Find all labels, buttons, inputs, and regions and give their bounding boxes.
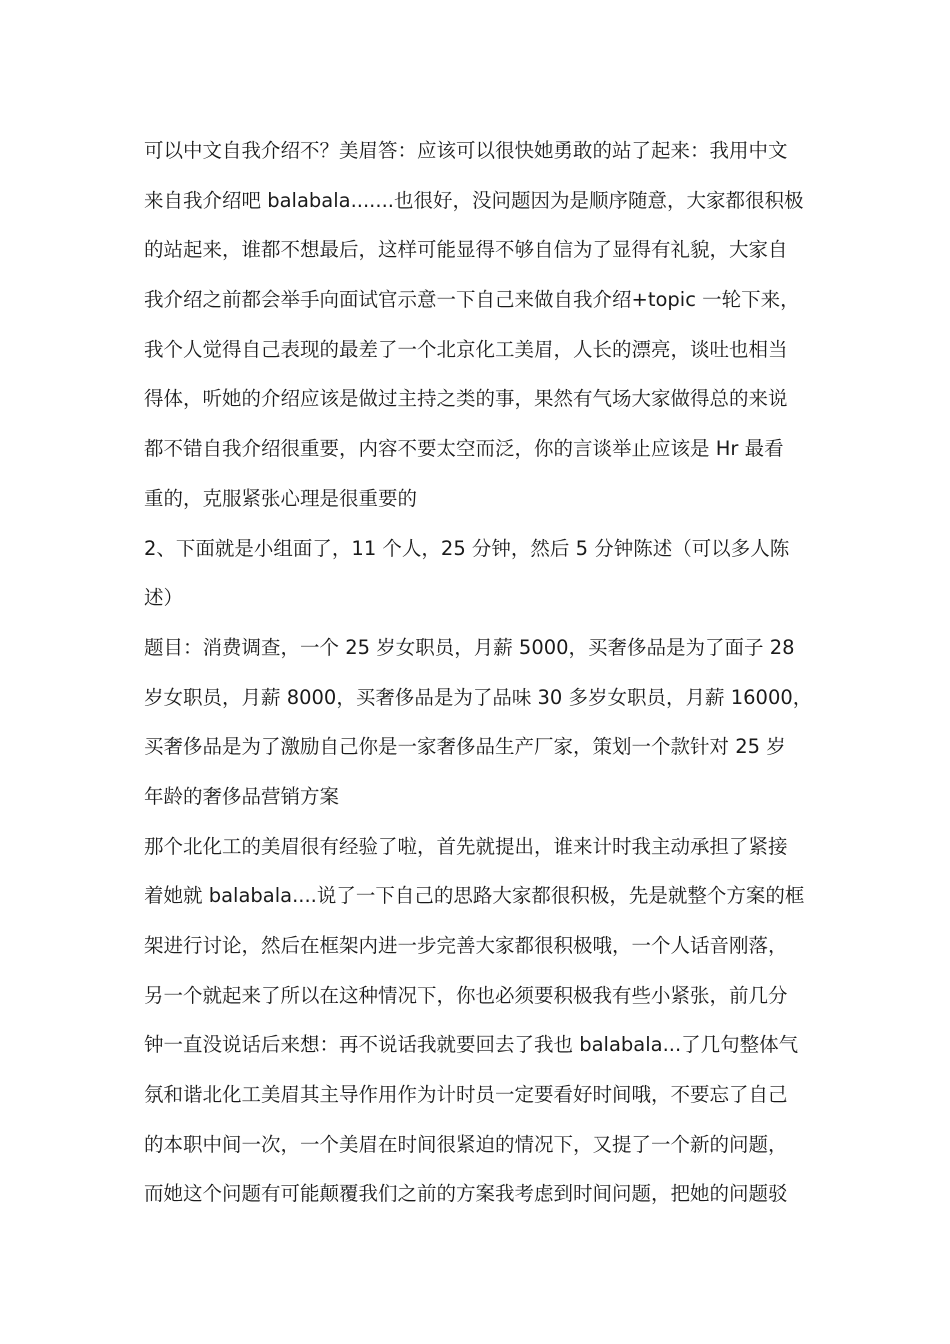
text-line: 那个北化工的美眉很有经验了啦，首先就提出，谁来计时我主动承担了紧接: [144, 834, 788, 858]
text-line: 的本职中间一次，一个美眉在时间很紧迫的情况下，又提了一个新的问题，: [144, 1132, 788, 1156]
text-line: 重的，克服紧张心理是很重要的: [144, 486, 418, 510]
text-line: 都不错自我介绍很重要，内容不要太空而泛，你的言谈举止应该是 Hr 最看: [144, 437, 784, 461]
text-line: 的站起来，谁都不想最后，这样可能显得不够自信为了显得有礼貌，大家自: [144, 238, 788, 262]
text-line: 买奢侈品是为了激励自己你是一家奢侈品生产厂家，策划一个款针对 25 岁: [144, 735, 786, 759]
text-line: 可以中文自我介绍不？美眉答：应该可以很快她勇敢的站了起来：我用中文: [144, 139, 788, 162]
text-line: 另一个就起来了所以在这种情况下，你也必须要积极我有些小紧张，前几分: [144, 983, 788, 1007]
section-heading-line: 2、下面就是小组面了，11 个人，25 分钟，然后 5 分钟陈述（可以多人陈: [144, 536, 790, 560]
text-line: 述）: [144, 586, 184, 610]
text-line: 来自我介绍吧 balabala.......也很好，没问题因为是顺序随意，大家都很积极: [144, 188, 804, 212]
text-line: 架进行讨论，然后在框架内进一步完善大家都很积极哦，一个人话音刚落，: [144, 934, 788, 957]
text-line: 岁女职员，月薪 8000，买奢侈品是为了品味 30 多岁女职员，月薪 16000，: [144, 685, 813, 709]
text-line: 得体，听她的介绍应该是做过主持之类的事，果然有气场大家做得总的来说: [144, 387, 788, 411]
text-line: 而她这个问题有可能颠覆我们之前的方案我考虑到时间问题，把她的问题驳: [144, 1182, 788, 1206]
document-body: [144, 126, 824, 1219]
text-line: 我个人觉得自己表现的最差了一个北京化工美眉，人长的漂亮，谈吐也相当: [144, 337, 788, 361]
text-line: 我介绍之前都会举手向面试官示意一下自己来做自我介绍+topic 一轮下来，: [144, 288, 800, 312]
topic-line: 题目：消费调查，一个 25 岁女职员，月薪 5000，买奢侈品是为了面子 28: [144, 635, 795, 659]
text-line: 着她就 balabala....说了一下自己的思路大家都很积极，先是就整个方案的框: [144, 884, 805, 908]
text-line: 氛和谐北化工美眉其主导作用作为计时员一定要看好时间哦，不要忘了自己: [144, 1083, 788, 1107]
text-line: 钟一直没说话后来想：再不说话我就要回去了我也 balabala...了几句整体气: [144, 1033, 799, 1057]
text-line: 年龄的奢侈品营销方案: [144, 784, 340, 808]
